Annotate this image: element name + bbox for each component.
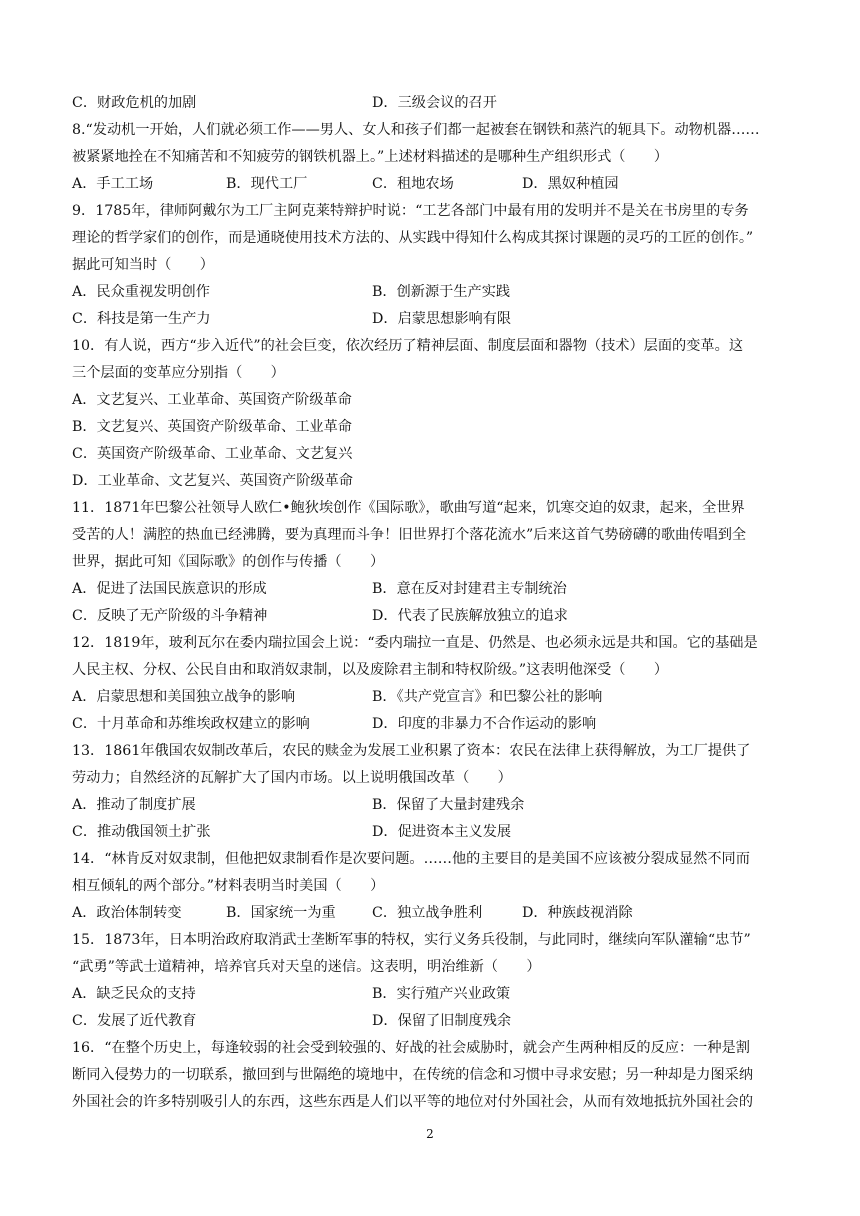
q16-stem-1: 16．“在整个历史上，每逢较弱的社会受到较强的、好战的社会威胁时，就会产生两种相反的反应：一种是割 <box>72 1040 750 1056</box>
q10-stem-1: 10．有人说，西方“步入近代”的社会巨变，依次经历了精神层面、制度层面和器物（技术）层面的变革。这 <box>72 338 744 354</box>
q9-row-ab <box>72 281 792 303</box>
q15-row-cd <box>72 1010 792 1032</box>
q10-opt-c: C．英国资产阶级革命、工业革命、文艺复兴 <box>72 446 353 462</box>
answer-option: A．促进了法国民族意识的形成 <box>72 581 267 597</box>
q10-opt-a: A．文艺复兴、工业革命、英国资产阶级革命 <box>72 392 352 408</box>
answer-option: D．促进资本主义发展 <box>372 824 512 840</box>
answer-option: C．推动俄国领土扩张 <box>72 824 211 840</box>
q14-stem-2: 相互倾轧的两个部分。”材料表明当时美国（ ） <box>72 878 385 894</box>
answer-option: C．科技是第一生产力 <box>72 311 211 327</box>
answer-option: D．启蒙思想影响有限 <box>372 311 512 327</box>
q10-stem-2: 三个层面的变革应分别指（ ） <box>72 365 285 381</box>
answer-option: D．黑奴种植园 <box>522 176 619 192</box>
q15-stem-2: “武勇”等武士道精神，培养官兵对天皇的迷信。这表明，明治维新（ ） <box>72 959 541 975</box>
answer-option: A．手工工场 <box>72 176 154 192</box>
q16-stem-2: 断同入侵势力的一切联系，撤回到与世隔绝的境地中，在传统的信念和习惯中寻求安慰；另一种却是力图采纳 <box>72 1067 754 1083</box>
q10-opt-d: D．工业革命、文艺复兴、英国资产阶级革命 <box>72 473 353 489</box>
q11-row-ab <box>72 578 792 600</box>
q13-row-cd <box>72 821 792 843</box>
answer-option: D．种族歧视消除 <box>522 905 633 921</box>
q12-row-cd <box>72 713 792 735</box>
q9-stem-1: 9．1785年，律师阿戴尔为工厂主阿克莱特辩护时说：“工艺各部门中最有用的发明并不是关在书房里的专务 <box>72 203 749 219</box>
q9-stem-3: 据此可知当时（ ） <box>72 257 214 273</box>
q8-row <box>72 173 792 195</box>
answer-option: B．创新源于生产实践 <box>372 284 511 300</box>
q7-row-cd <box>72 92 792 114</box>
answer-option: C．租地农场 <box>372 176 454 192</box>
answer-option: C．反映了无产阶级的斗争精神 <box>72 608 268 624</box>
answer-option: A．缺乏民众的支持 <box>72 986 196 1002</box>
q12-stem-2: 人民主权、分权、公民自由和取消奴隶制，以及废除君主制和特权阶级。”这表明他深受（ ） <box>72 662 669 678</box>
answer-option: A．推动了制度扩展 <box>72 797 196 813</box>
q11-stem-3: 世界，据此可知《国际歌》的创作与传播（ ） <box>72 554 385 570</box>
answer-option: B．实行殖产兴业政策 <box>372 986 511 1002</box>
q9-row-cd <box>72 308 792 330</box>
answer-option: B．保留了大量封建残余 <box>372 797 525 813</box>
answer-option: C．财政危机的加剧 <box>72 95 197 111</box>
q11-stem-1: 11．1871年巴黎公社领导人欧仁•鲍狄埃创作《国际歌》，歌曲写道“起来，饥寒交迫的奴隶，起来，全世界 <box>72 500 745 516</box>
q9-stem-2: 理论的哲学家们的创作，而是通晓使用技术方法的、从实践中得知什么构成其探讨课题的灵巧的工匠的创作。” <box>72 230 754 246</box>
answer-option: B．《共产党宣言》和巴黎公社的影响 <box>372 689 603 705</box>
page-number: 2 <box>426 1127 434 1141</box>
answer-option: D．保留了旧制度残余 <box>372 1013 512 1029</box>
q15-stem-1: 15．1873年，日本明治政府取消武士垄断军事的特权，实行义务兵役制，与此同时，继续向军队灌输“忠节” <box>72 932 751 948</box>
q8-stem-2: 被紧紧地拴在不知痛苦和不知疲劳的钢铁机器上。”上述材料描述的是哪种生产组织形式（ ） <box>72 149 669 165</box>
answer-option: B．现代工厂 <box>226 176 308 192</box>
q14-row <box>72 902 792 924</box>
q16-stem-3: 外国社会的许多特别吸引人的东西，这些东西是人们以平等的地位对付外国社会，从而有效地抵抗外国社会的 <box>72 1094 754 1110</box>
q13-stem-2: 劳动力；自然经济的瓦解扩大了国内市场。以上说明俄国改革（ ） <box>72 770 512 786</box>
answer-option: A．民众重视发明创作 <box>72 284 210 300</box>
answer-option: B．国家统一为重 <box>226 905 336 921</box>
q14-stem-1: 14．“林肯反对奴隶制，但他把奴隶制看作是次要问题。……他的主要目的是美国不应该被分裂成显然不同而 <box>72 851 750 867</box>
answer-option: B．意在反对封建君主专制统治 <box>372 581 567 597</box>
answer-option: A．政治体制转变 <box>72 905 182 921</box>
q15-row-ab <box>72 983 792 1005</box>
q10-opt-b: B．文艺复兴、英国资产阶级革命、工业革命 <box>72 419 352 435</box>
q13-stem-1: 13．1861年俄国农奴制改革后，农民的赎金为发展工业积累了资本：农民在法律上获得解放，为工厂提供了 <box>72 743 751 759</box>
q13-row-ab <box>72 794 792 816</box>
q8-stem-1: 8.“发动机一开始，人们就必须工作——男人、女人和孩子们都一起被套在钢铁和蒸汽的轭具下。动物机器…… <box>72 122 760 138</box>
answer-option: C．十月革命和苏维埃政权建立的影响 <box>72 716 310 732</box>
answer-option: C．发展了近代教育 <box>72 1013 197 1029</box>
answer-option: A．启蒙思想和美国独立战争的影响 <box>72 689 296 705</box>
q11-row-cd <box>72 605 792 627</box>
q11-stem-2: 受苦的人！满腔的热血已经沸腾，要为真理而斗争！旧世界打个落花流水”后来这首气势磅礴的歌曲传唱到全 <box>72 527 747 543</box>
answer-option: D．印度的非暴力不合作运动的影响 <box>372 716 597 732</box>
q12-row-ab <box>72 686 792 708</box>
answer-option: D．三级会议的召开 <box>372 95 497 111</box>
answer-option: D．代表了民族解放独立的追求 <box>372 608 568 624</box>
answer-option: C．独立战争胜利 <box>372 905 483 921</box>
q12-stem-1: 12．1819年，玻利瓦尔在委内瑞拉国会上说：“委内瑞拉一直是、仍然是、也必须永远是共和国。它的基础是 <box>72 635 758 651</box>
